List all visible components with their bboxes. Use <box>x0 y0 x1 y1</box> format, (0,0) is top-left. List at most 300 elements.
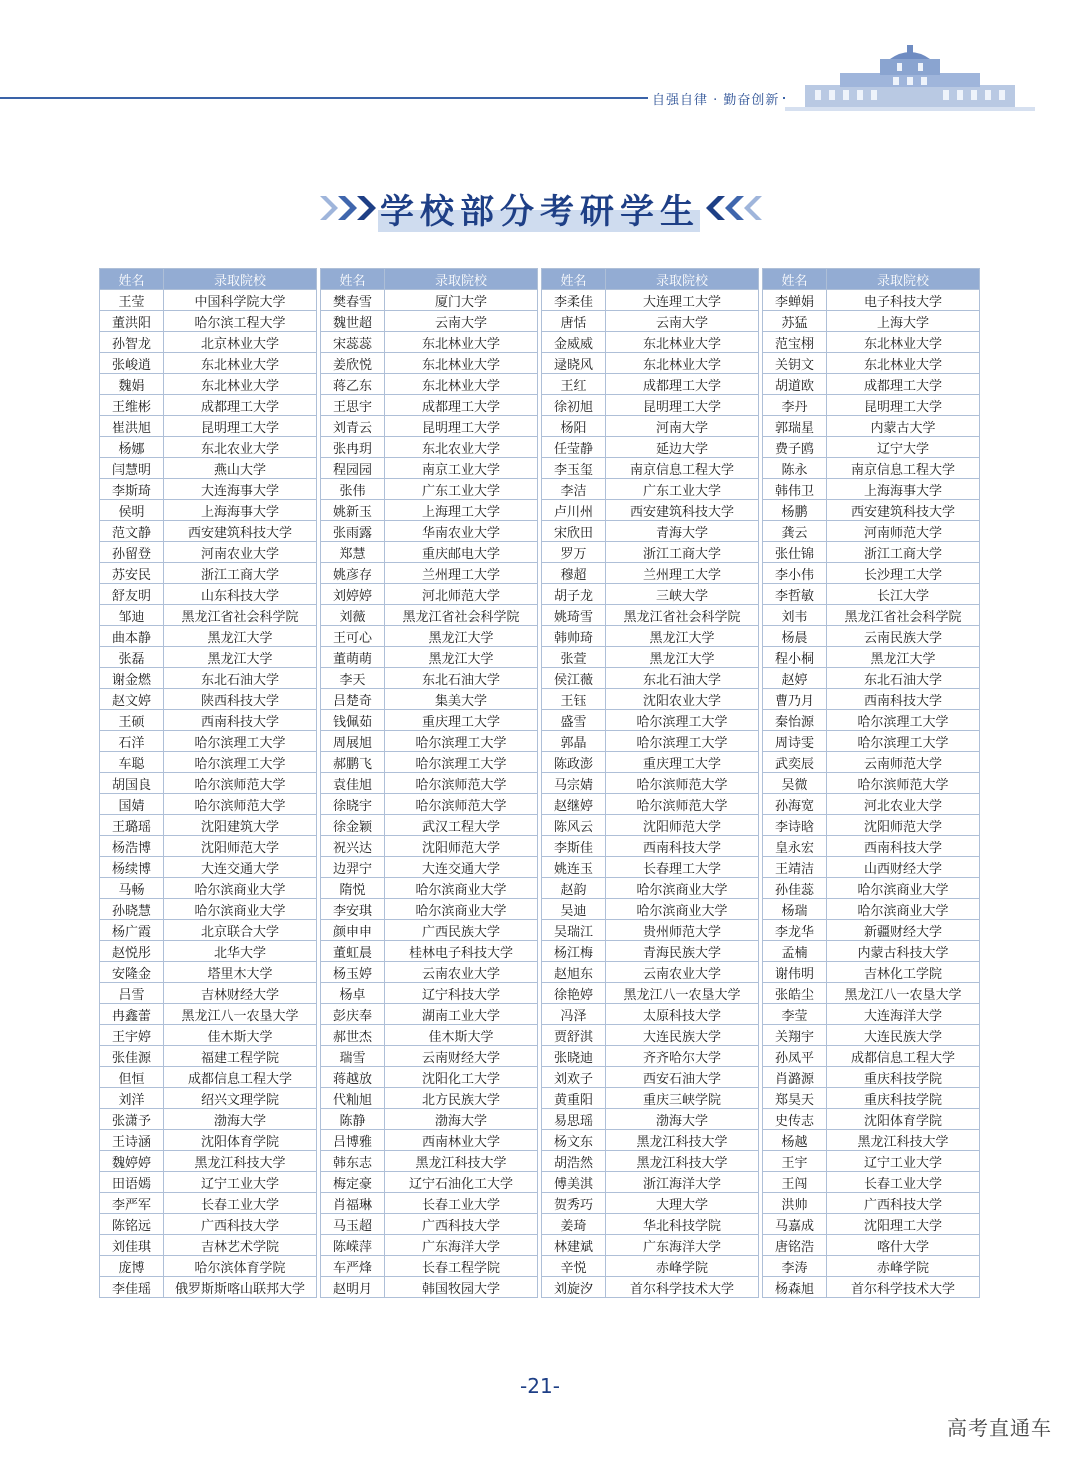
admitted-school: 辽宁大学 <box>827 437 980 458</box>
table-row <box>100 458 317 479</box>
admitted-school: 大连海事大学 <box>164 479 317 500</box>
student-name: 姜欣悦 <box>321 353 385 374</box>
admitted-school: 黑龙江科技大学 <box>164 1151 317 1172</box>
student-name: 吕博雅 <box>321 1130 385 1151</box>
admitted-school: 赤峰学院 <box>606 1256 759 1277</box>
admitted-school: 昆明理工大学 <box>606 395 759 416</box>
table-row <box>763 605 980 626</box>
student-name: 孟楠 <box>763 941 827 962</box>
admitted-school: 黑龙江科技大学 <box>385 1151 538 1172</box>
admitted-school: 哈尔滨理工大学 <box>164 752 317 773</box>
student-name: 罗万 <box>542 542 606 563</box>
table-row <box>321 542 538 563</box>
student-name: 辛悦 <box>542 1256 606 1277</box>
table-row <box>321 1193 538 1214</box>
student-name: 李严军 <box>100 1193 164 1214</box>
student-name: 郭晶 <box>542 731 606 752</box>
admitted-school: 长江大学 <box>827 584 980 605</box>
student-name: 李洁 <box>542 479 606 500</box>
table-row <box>100 584 317 605</box>
table-row <box>763 878 980 899</box>
admitted-school: 云南财经大学 <box>385 1046 538 1067</box>
table-row <box>763 857 980 878</box>
student-name: 郑昊天 <box>763 1088 827 1109</box>
student-name: 王红 <box>542 374 606 395</box>
table-row <box>542 395 759 416</box>
student-name: 王莹 <box>100 290 164 311</box>
student-name: 张佳源 <box>100 1046 164 1067</box>
admitted-school: 西安建筑科技大学 <box>164 521 317 542</box>
student-name: 任莹静 <box>542 437 606 458</box>
student-name: 彭庆奉 <box>321 1004 385 1025</box>
admitted-school: 东北农业大学 <box>385 437 538 458</box>
table-row <box>321 626 538 647</box>
student-name: 郭瑞星 <box>763 416 827 437</box>
student-name: 田语嫣 <box>100 1172 164 1193</box>
admitted-school: 沈阳体育学院 <box>164 1130 317 1151</box>
admitted-school: 哈尔滨工程大学 <box>164 311 317 332</box>
admitted-school: 上海大学 <box>827 311 980 332</box>
student-name: 樊春雪 <box>321 290 385 311</box>
student-name: 李涛 <box>763 1256 827 1277</box>
student-name: 钱佩茹 <box>321 710 385 731</box>
admitted-school: 黑龙江大学 <box>606 626 759 647</box>
admitted-school: 西安石油大学 <box>606 1067 759 1088</box>
student-name: 龚云 <box>763 521 827 542</box>
admitted-school: 广西科技大学 <box>827 1193 980 1214</box>
admitted-school: 华南农业大学 <box>385 521 538 542</box>
student-name: 胡浩然 <box>542 1151 606 1172</box>
table-row <box>763 1130 980 1151</box>
admitted-school: 沈阳理工大学 <box>827 1214 980 1235</box>
student-name: 韩伟卫 <box>763 479 827 500</box>
table-row <box>321 962 538 983</box>
student-name: 李丹 <box>763 395 827 416</box>
admitted-school: 齐齐哈尔大学 <box>606 1046 759 1067</box>
table-row <box>321 941 538 962</box>
table-row <box>321 1130 538 1151</box>
student-name: 杨续博 <box>100 857 164 878</box>
admitted-school: 哈尔滨理工大学 <box>164 731 317 752</box>
header-school: 录取院校 <box>827 269 980 290</box>
admitted-school: 哈尔滨师范大学 <box>827 773 980 794</box>
table-row <box>100 899 317 920</box>
admitted-school: 东北石油大学 <box>827 668 980 689</box>
student-name: 洪帅 <box>763 1193 827 1214</box>
table-row <box>100 1046 317 1067</box>
table-row <box>763 1067 980 1088</box>
admitted-school: 成都信息工程大学 <box>827 1046 980 1067</box>
admitted-school: 内蒙古大学 <box>827 416 980 437</box>
table-row <box>763 542 980 563</box>
admitted-school: 长春理工大学 <box>606 857 759 878</box>
student-name: 关翔宇 <box>763 1025 827 1046</box>
admitted-school: 华北科技学院 <box>606 1214 759 1235</box>
admitted-school: 辽宁工业大学 <box>827 1151 980 1172</box>
table-row <box>542 1235 759 1256</box>
student-name: 魏世超 <box>321 311 385 332</box>
student-name: 祝兴达 <box>321 836 385 857</box>
table-row <box>100 374 317 395</box>
table-row <box>542 752 759 773</box>
student-name: 姚连玉 <box>542 857 606 878</box>
table-row <box>542 710 759 731</box>
table-row <box>100 710 317 731</box>
admitted-school: 湖南工业大学 <box>385 1004 538 1025</box>
admitted-school: 河南农业大学 <box>164 542 317 563</box>
admitted-school: 沈阳师范大学 <box>606 815 759 836</box>
admitted-school: 哈尔滨师范大学 <box>164 773 317 794</box>
table-row <box>321 1214 538 1235</box>
admitted-school: 哈尔滨商业大学 <box>385 878 538 899</box>
admitted-school: 厦门大学 <box>385 290 538 311</box>
table-row <box>542 857 759 878</box>
header-name: 姓名 <box>100 269 164 290</box>
student-name: 曲本静 <box>100 626 164 647</box>
admitted-school: 北京林业大学 <box>164 332 317 353</box>
table-row <box>542 290 759 311</box>
table-row <box>100 773 317 794</box>
student-name: 杨鹏 <box>763 500 827 521</box>
table-row <box>321 983 538 1004</box>
table-row <box>542 311 759 332</box>
admitted-school: 浙江海洋大学 <box>606 1172 759 1193</box>
table-row <box>321 899 538 920</box>
admitted-school: 昆明理工大学 <box>827 395 980 416</box>
admitted-school: 广西科技大学 <box>385 1214 538 1235</box>
table-row <box>763 899 980 920</box>
table-row <box>763 752 980 773</box>
table-row <box>763 1277 980 1298</box>
admitted-school: 黑龙江八一农垦大学 <box>164 1004 317 1025</box>
student-name: 杨江梅 <box>542 941 606 962</box>
table-row <box>100 605 317 626</box>
table-row <box>100 479 317 500</box>
table-row <box>542 689 759 710</box>
table-row <box>100 815 317 836</box>
student-name: 逯晓风 <box>542 353 606 374</box>
table-row <box>542 731 759 752</box>
table-row <box>763 815 980 836</box>
student-name: 蒋越放 <box>321 1067 385 1088</box>
student-name: 赵婷 <box>763 668 827 689</box>
table-row <box>542 647 759 668</box>
header-name: 姓名 <box>321 269 385 290</box>
student-name: 董洪阳 <box>100 311 164 332</box>
admitted-school: 山西财经大学 <box>827 857 980 878</box>
student-name: 马宗婧 <box>542 773 606 794</box>
student-name: 李斯琦 <box>100 479 164 500</box>
admitted-school: 东北林业大学 <box>385 353 538 374</box>
table-row <box>763 941 980 962</box>
table-row <box>542 794 759 815</box>
admitted-school: 广西科技大学 <box>164 1214 317 1235</box>
table-row <box>321 773 538 794</box>
student-name: 关钥文 <box>763 353 827 374</box>
admitted-school: 首尔科学技术大学 <box>827 1277 980 1298</box>
student-name: 刘青云 <box>321 416 385 437</box>
table-row <box>763 983 980 1004</box>
table-row <box>100 920 317 941</box>
admitted-school: 大连海洋大学 <box>827 1004 980 1025</box>
table-row <box>321 374 538 395</box>
table-row <box>321 395 538 416</box>
section-title-block <box>0 178 1080 238</box>
student-name: 唐铭浩 <box>763 1235 827 1256</box>
admitted-school: 哈尔滨商业大学 <box>606 878 759 899</box>
table-row <box>100 1109 317 1130</box>
student-name: 安隆金 <box>100 962 164 983</box>
admitted-school: 青海大学 <box>606 521 759 542</box>
table-row <box>100 731 317 752</box>
table-row <box>100 311 317 332</box>
admitted-school: 桂林电子科技大学 <box>385 941 538 962</box>
table-row <box>542 920 759 941</box>
student-name: 杨玉婷 <box>321 962 385 983</box>
admitted-school: 哈尔滨师范大学 <box>164 794 317 815</box>
admitted-school: 成都信息工程大学 <box>164 1067 317 1088</box>
table-row <box>321 353 538 374</box>
admitted-school: 黑龙江科技大学 <box>606 1151 759 1172</box>
table-row <box>542 1214 759 1235</box>
admitted-school: 重庆三峡学院 <box>606 1088 759 1109</box>
table-row <box>763 710 980 731</box>
table-row <box>763 920 980 941</box>
admitted-school: 成都理工大学 <box>606 374 759 395</box>
admitted-school: 北华大学 <box>164 941 317 962</box>
table-row <box>542 500 759 521</box>
admitted-school: 东北石油大学 <box>385 668 538 689</box>
table-row <box>763 1256 980 1277</box>
table-row <box>542 584 759 605</box>
admitted-school: 广东工业大学 <box>606 479 759 500</box>
admitted-school: 吉林艺术学院 <box>164 1235 317 1256</box>
student-name: 但恒 <box>100 1067 164 1088</box>
table-row <box>763 374 980 395</box>
admitted-school: 哈尔滨商业大学 <box>606 899 759 920</box>
admitted-school: 辽宁石油化工大学 <box>385 1172 538 1193</box>
admitted-school: 东北林业大学 <box>385 332 538 353</box>
student-name: 王钰 <box>542 689 606 710</box>
admitted-school: 长春工程学院 <box>385 1256 538 1277</box>
admitted-school: 成都理工大学 <box>385 395 538 416</box>
admitted-school: 广东工业大学 <box>385 479 538 500</box>
table-row <box>321 1109 538 1130</box>
table-row <box>321 1004 538 1025</box>
student-name: 董虹晨 <box>321 941 385 962</box>
student-name: 冯泽 <box>542 1004 606 1025</box>
admitted-school: 福建工程学院 <box>164 1046 317 1067</box>
header-school: 录取院校 <box>164 269 317 290</box>
table-row <box>100 794 317 815</box>
table-row <box>763 731 980 752</box>
student-name: 武奕辰 <box>763 752 827 773</box>
student-name: 王璐瑶 <box>100 815 164 836</box>
table-row <box>321 878 538 899</box>
student-name: 张磊 <box>100 647 164 668</box>
student-name: 董萌萌 <box>321 647 385 668</box>
student-name: 杨森旭 <box>763 1277 827 1298</box>
admitted-school: 沈阳建筑大学 <box>164 815 317 836</box>
student-name: 刘旋汐 <box>542 1277 606 1298</box>
student-name: 杨文东 <box>542 1130 606 1151</box>
admitted-school: 成都理工大学 <box>827 374 980 395</box>
student-name: 苏安民 <box>100 563 164 584</box>
student-name: 范文静 <box>100 521 164 542</box>
table-row <box>763 1004 980 1025</box>
student-name: 张萱 <box>542 647 606 668</box>
admitted-school: 西南科技大学 <box>164 710 317 731</box>
student-name: 王宇 <box>763 1151 827 1172</box>
admitted-school: 西南科技大学 <box>827 836 980 857</box>
table-row <box>542 962 759 983</box>
student-name: 宋欣田 <box>542 521 606 542</box>
admitted-school: 东北林业大学 <box>164 374 317 395</box>
table-row <box>763 668 980 689</box>
student-name: 胡道欧 <box>763 374 827 395</box>
student-name: 易思瑶 <box>542 1109 606 1130</box>
student-name: 姚彦存 <box>321 563 385 584</box>
admitted-school: 青海民族大学 <box>606 941 759 962</box>
table-row <box>763 311 980 332</box>
admitted-school: 哈尔滨师范大学 <box>606 794 759 815</box>
admitted-school: 电子科技大学 <box>827 290 980 311</box>
table-row <box>100 626 317 647</box>
admission-table-4 <box>762 268 980 1298</box>
table-row <box>542 1067 759 1088</box>
student-name: 张峻逍 <box>100 353 164 374</box>
student-name: 蒋乙东 <box>321 374 385 395</box>
student-name: 车聪 <box>100 752 164 773</box>
admitted-school: 东北林业大学 <box>606 353 759 374</box>
table-row <box>542 941 759 962</box>
admitted-school: 渤海大学 <box>606 1109 759 1130</box>
admitted-school: 昆明理工大学 <box>385 416 538 437</box>
admitted-school: 俄罗斯斯喀山联邦大学 <box>164 1277 317 1298</box>
table-row <box>100 500 317 521</box>
admission-table-2 <box>320 268 538 1298</box>
student-name: 李蝉娟 <box>763 290 827 311</box>
table-row <box>100 1172 317 1193</box>
table-row <box>321 479 538 500</box>
admitted-school: 广东海洋大学 <box>385 1235 538 1256</box>
admitted-school: 贵州师范大学 <box>606 920 759 941</box>
student-name: 刘婷婷 <box>321 584 385 605</box>
student-name: 崔洪旭 <box>100 416 164 437</box>
student-name: 杨越 <box>763 1130 827 1151</box>
watermark-text: 高考直通车 <box>947 1416 1052 1440</box>
table-row <box>763 353 980 374</box>
student-name: 隋悦 <box>321 878 385 899</box>
student-name: 陈嵘萍 <box>321 1235 385 1256</box>
student-name: 魏婷婷 <box>100 1151 164 1172</box>
table-row <box>321 458 538 479</box>
admitted-school: 大连交通大学 <box>164 857 317 878</box>
table-row <box>100 332 317 353</box>
table-row <box>100 1130 317 1151</box>
table-row <box>542 1025 759 1046</box>
table-row <box>321 1235 538 1256</box>
admitted-school: 黑龙江省社会科学院 <box>385 605 538 626</box>
table-row <box>542 1130 759 1151</box>
student-name: 王可心 <box>321 626 385 647</box>
admitted-school: 河北农业大学 <box>827 794 980 815</box>
admitted-school: 山东科技大学 <box>164 584 317 605</box>
table-row <box>100 878 317 899</box>
student-name: 陈政澎 <box>542 752 606 773</box>
table-row <box>321 836 538 857</box>
admitted-school: 北方民族大学 <box>385 1088 538 1109</box>
admitted-school: 太原科技大学 <box>606 1004 759 1025</box>
student-name: 赵文婷 <box>100 689 164 710</box>
table-row <box>100 1088 317 1109</box>
student-name: 谢金燃 <box>100 668 164 689</box>
admitted-school: 哈尔滨理工大学 <box>827 731 980 752</box>
student-name: 贾舒淇 <box>542 1025 606 1046</box>
admitted-school: 沈阳师范大学 <box>164 836 317 857</box>
table-row <box>763 1046 980 1067</box>
admitted-school: 东北林业大学 <box>385 374 538 395</box>
admitted-school: 哈尔滨商业大学 <box>164 899 317 920</box>
admitted-school: 东北林业大学 <box>827 353 980 374</box>
student-name: 孙智龙 <box>100 332 164 353</box>
student-name: 赵悦彤 <box>100 941 164 962</box>
student-name: 李柔佳 <box>542 290 606 311</box>
admitted-school: 哈尔滨商业大学 <box>164 878 317 899</box>
table-row <box>321 584 538 605</box>
admitted-school: 黑龙江大学 <box>827 647 980 668</box>
student-name: 刘洋 <box>100 1088 164 1109</box>
table-row <box>542 479 759 500</box>
admitted-school: 哈尔滨理工大学 <box>606 710 759 731</box>
student-name: 姜琦 <box>542 1214 606 1235</box>
header-motto: 自强自律 · 勤奋创新 <box>648 89 783 108</box>
table-row <box>542 773 759 794</box>
student-name: 宋蕊蕊 <box>321 332 385 353</box>
admitted-school: 哈尔滨师范大学 <box>385 794 538 815</box>
table-row <box>100 1214 317 1235</box>
student-name: 袁佳旭 <box>321 773 385 794</box>
student-name: 张潇予 <box>100 1109 164 1130</box>
admitted-school: 渤海大学 <box>164 1109 317 1130</box>
student-name: 肖潞源 <box>763 1067 827 1088</box>
student-name: 刘韦 <box>763 605 827 626</box>
student-name: 周展旭 <box>321 731 385 752</box>
student-name: 孙凤平 <box>763 1046 827 1067</box>
admitted-school: 黑龙江大学 <box>385 647 538 668</box>
admitted-school: 集美大学 <box>385 689 538 710</box>
admitted-school: 大连民族大学 <box>606 1025 759 1046</box>
table-row <box>100 1277 317 1298</box>
table-row <box>100 1151 317 1172</box>
admitted-school: 重庆科技学院 <box>827 1067 980 1088</box>
table-row <box>542 332 759 353</box>
admission-table-1 <box>99 268 317 1298</box>
student-name: 侯明 <box>100 500 164 521</box>
student-name: 李小伟 <box>763 563 827 584</box>
table-row <box>100 857 317 878</box>
admitted-school: 东北石油大学 <box>164 668 317 689</box>
admitted-school: 长春工业大学 <box>164 1193 317 1214</box>
student-name: 黄重阳 <box>542 1088 606 1109</box>
student-name: 曹乃月 <box>763 689 827 710</box>
table-row <box>321 605 538 626</box>
table-row <box>100 689 317 710</box>
student-name: 赵继婷 <box>542 794 606 815</box>
table-row <box>763 794 980 815</box>
admitted-school: 哈尔滨理工大学 <box>606 731 759 752</box>
table-row <box>321 1067 538 1088</box>
